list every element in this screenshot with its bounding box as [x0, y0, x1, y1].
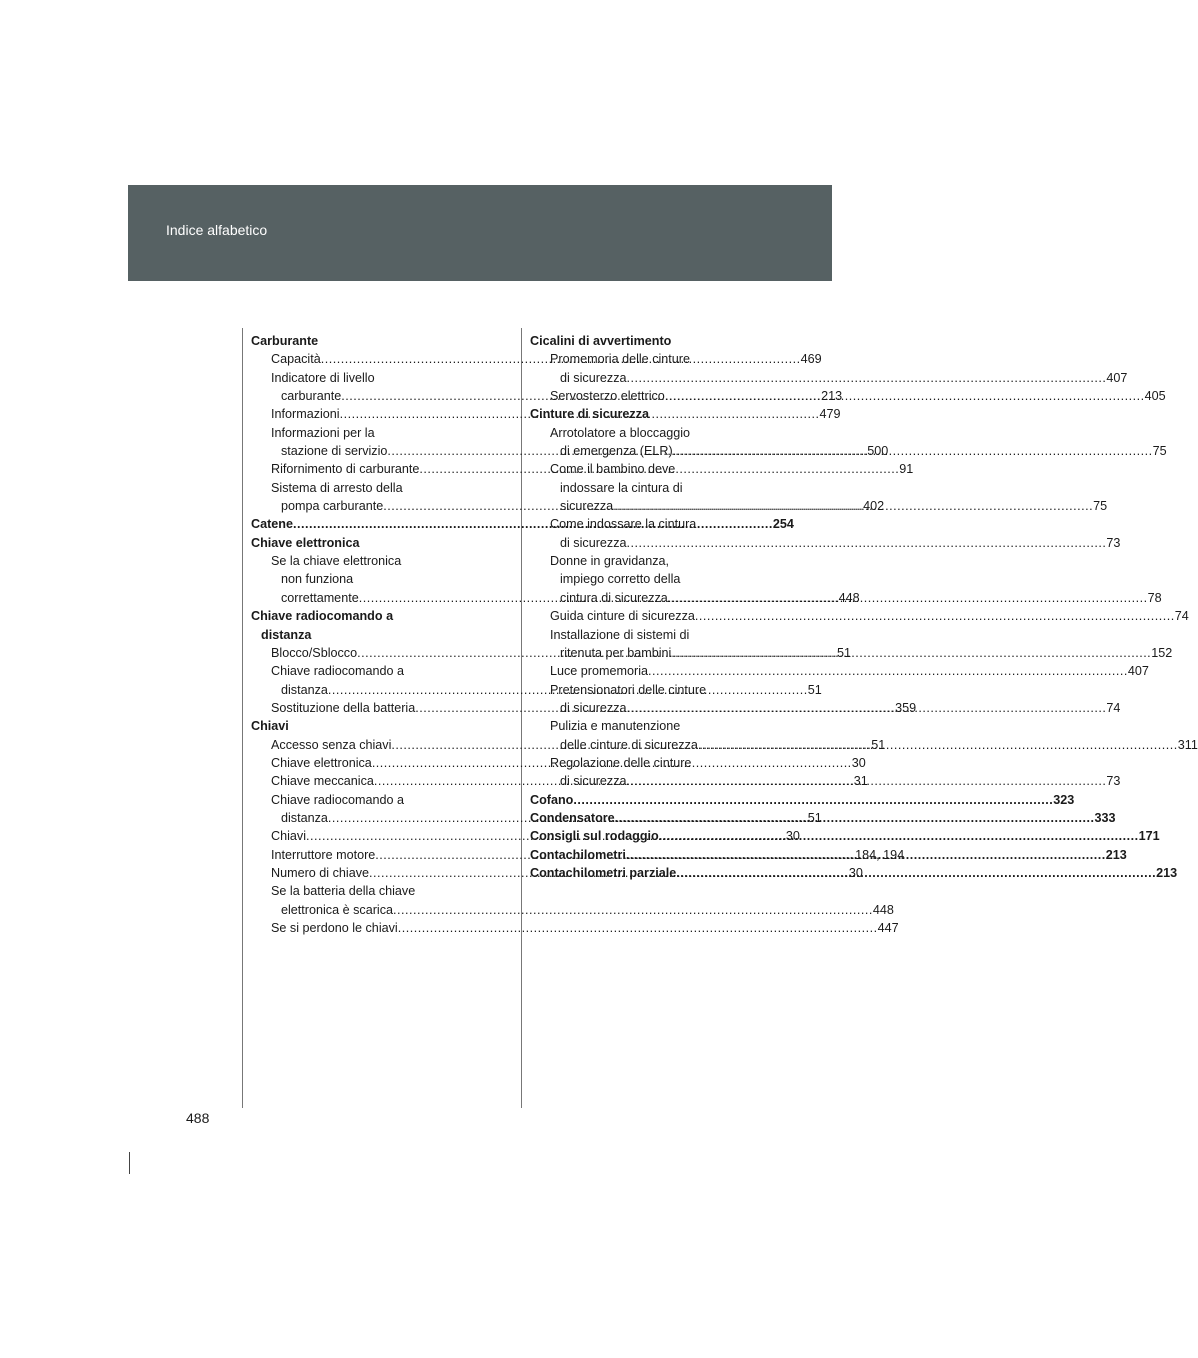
entry-label-line: Come il bambino deve	[550, 462, 676, 477]
entry-page: 74	[1106, 700, 1121, 715]
entry-row	[271, 919, 899, 937]
entry-page: 402	[863, 499, 885, 514]
index-subentry	[530, 662, 1149, 680]
entry-page: 254	[772, 517, 794, 532]
entry-page: 407	[1106, 370, 1128, 385]
entry-page: 213	[1105, 847, 1127, 862]
dot-leader	[673, 444, 1153, 458]
entry-row	[550, 534, 1121, 552]
entry-page: 407	[1127, 664, 1149, 679]
entry-label-line: Chiave radiocomando a	[271, 664, 405, 679]
entry-row	[550, 369, 1128, 387]
entry-page: 73	[1106, 535, 1121, 550]
section-title: Indice alfabetico	[166, 222, 268, 238]
entry-label: ritenuta per bambini	[560, 645, 672, 660]
entry-label-line: Come indossare la cintura	[550, 517, 697, 532]
entry-page: 500	[867, 444, 889, 459]
dot-leader	[393, 903, 873, 917]
entry-label-line: Promemoria delle cinture	[550, 352, 690, 367]
index-subentry	[251, 882, 894, 919]
entry-label-line: indossare la cintura di	[560, 480, 683, 495]
dot-leader	[626, 846, 1106, 864]
dot-leader	[627, 536, 1107, 550]
entry-label: Contachilometri parziale	[530, 865, 677, 880]
index-heading: Cicalini di avvertimento	[530, 334, 672, 348]
entry-label: Catene	[251, 517, 293, 532]
entry-page: 31	[853, 774, 868, 789]
index-heading: Chiave radiocomando a	[251, 609, 394, 624]
entry-label-line: Donne in gravidanza,	[550, 554, 670, 569]
entry-label: Sostituzione della batteria	[271, 700, 416, 715]
entry-page: 213	[821, 389, 843, 404]
entry-label-line: impiego corretto della	[560, 572, 681, 587]
entry-page: 469	[800, 352, 822, 367]
entry-label: Capacità	[271, 352, 321, 367]
index-heading-continued: distanza	[261, 627, 312, 642]
index-heading: Cinture di sicurezza	[530, 407, 649, 422]
entry-label-line: Indicatore di livello	[271, 370, 375, 385]
entry-page: 51	[807, 810, 822, 825]
entry-label-line: Installazione di sistemi di	[550, 627, 690, 642]
entry-page: 30	[848, 865, 863, 880]
entry-page: 152	[1151, 645, 1173, 660]
entry-page: 448	[872, 902, 894, 917]
entry-label: distanza	[281, 810, 328, 825]
entry-row	[550, 662, 1149, 680]
dot-leader	[665, 387, 1145, 405]
entry-label-line: Regolazione delle cinture	[550, 755, 692, 770]
entry-label: stazione di servizio	[281, 444, 388, 459]
entry-label: elettronica è scarica	[281, 902, 393, 917]
entry-row	[530, 791, 1075, 809]
entry-label: Cofano	[530, 792, 574, 807]
left-column-divider	[242, 328, 243, 1108]
entry-label-line: Pulizia e manutenzione	[550, 719, 681, 734]
entry-label: Numero di chiave	[271, 865, 369, 880]
margin-mark	[129, 1152, 130, 1174]
entry-row	[271, 901, 894, 919]
section-header	[128, 185, 832, 281]
entry-label: correttamente	[281, 590, 359, 605]
index-subentry	[251, 919, 899, 937]
entry-page: 323	[1053, 792, 1075, 807]
entry-page: 405	[1144, 389, 1166, 404]
entry-label: Blocco/Sblocco	[271, 645, 358, 660]
dot-leader	[695, 607, 1175, 625]
dot-leader	[698, 738, 1178, 752]
index-heading-entry	[530, 791, 1075, 809]
entry-label: cintura di sicurezza	[560, 590, 668, 605]
index-heading: Chiavi	[251, 719, 289, 734]
entry-page: 75	[1093, 499, 1108, 514]
dot-leader	[648, 662, 1128, 680]
entry-page: 51	[871, 737, 886, 752]
entry-label: Chiavi	[271, 829, 306, 844]
entry-label: Interruttore motore	[271, 847, 376, 862]
entry-label: distanza	[281, 682, 328, 697]
entry-page: 74	[1174, 609, 1189, 624]
entry-label: carburante	[281, 389, 342, 404]
entry-page: 30	[851, 755, 866, 770]
entry-label: di sicurezza	[560, 370, 627, 385]
index-subentry	[530, 607, 1189, 625]
entry-page: 184, 194	[855, 847, 905, 862]
page-number: 488	[186, 1110, 210, 1126]
index-heading: Chiave elettronica	[251, 535, 360, 550]
dot-leader	[676, 864, 1156, 882]
entry-label-line: Informazioni per la	[271, 425, 375, 440]
entry-page: 479	[819, 407, 841, 422]
entry-page: 448	[838, 590, 860, 605]
entry-label: delle cinture di sicurezza	[560, 737, 698, 752]
entry-label: Chiave meccanica	[271, 774, 374, 789]
dot-leader	[627, 371, 1107, 385]
entry-page: 333	[1094, 810, 1116, 825]
entry-label-line: Pretensionatori delle cinture	[550, 682, 707, 697]
dot-leader	[613, 499, 1093, 513]
entry-label: Accesso senza chiavi	[271, 737, 392, 752]
entry-label: Rifornimento di carburante	[271, 462, 420, 477]
dot-leader	[668, 591, 1148, 605]
entry-label: Guida cinture di sicurezza	[550, 609, 695, 624]
entry-label-line: Chiave radiocomando a	[271, 792, 405, 807]
dot-leader	[627, 774, 1107, 788]
dot-leader	[573, 791, 1053, 809]
dot-leader	[671, 646, 1151, 660]
entry-row	[550, 607, 1189, 625]
entry-label: Contachilometri	[530, 847, 626, 862]
entry-page: 171	[1138, 829, 1160, 844]
entry-label: Se si perdono le chiavi	[271, 921, 398, 935]
entry-label: Chiave elettronica	[271, 755, 372, 770]
entry-label: sicurezza	[560, 499, 614, 514]
dot-leader	[615, 809, 1095, 827]
entry-label-line: non funziona	[281, 572, 354, 587]
entry-page: 91	[899, 462, 914, 477]
entry-page: 213	[1156, 865, 1178, 880]
index-heading: Carburante	[251, 334, 319, 348]
entry-page: 75	[1152, 444, 1167, 459]
entry-page: 359	[895, 700, 917, 715]
entry-page: 30	[785, 829, 800, 844]
entry-label: di sicurezza	[560, 535, 627, 550]
entry-label: Consigli sul rodaggio	[530, 829, 659, 844]
dot-leader	[398, 919, 878, 937]
entry-page: 447	[877, 921, 899, 935]
entry-page: 51	[807, 682, 822, 697]
entry-label: di sicurezza	[560, 700, 627, 715]
entry-label: Luce promemoria	[550, 664, 648, 679]
entry-page: 73	[1106, 774, 1121, 789]
entry-page: 78	[1147, 590, 1162, 605]
entry-label: di sicurezza	[560, 774, 627, 789]
entry-label: pompa carburante	[281, 499, 384, 514]
dot-leader	[627, 701, 1107, 715]
entry-label-line: Se la chiave elettronica	[271, 554, 402, 569]
entry-label: Servosterzo elettrico	[550, 389, 665, 404]
entry-page: 51	[836, 645, 851, 660]
entry-label-line: Se la batteria della chiave	[271, 884, 416, 899]
entry-label: di emergenza (ELR)	[560, 444, 673, 459]
entry-label-line: Sistema di arresto della	[271, 480, 403, 495]
dot-leader	[659, 827, 1139, 845]
entry-label-line: Arrotolatore a bloccaggio	[550, 425, 691, 440]
entry-label: Informazioni	[271, 407, 340, 422]
entry-page: 311	[1177, 737, 1198, 752]
entry-label: Condensatore	[530, 810, 615, 825]
